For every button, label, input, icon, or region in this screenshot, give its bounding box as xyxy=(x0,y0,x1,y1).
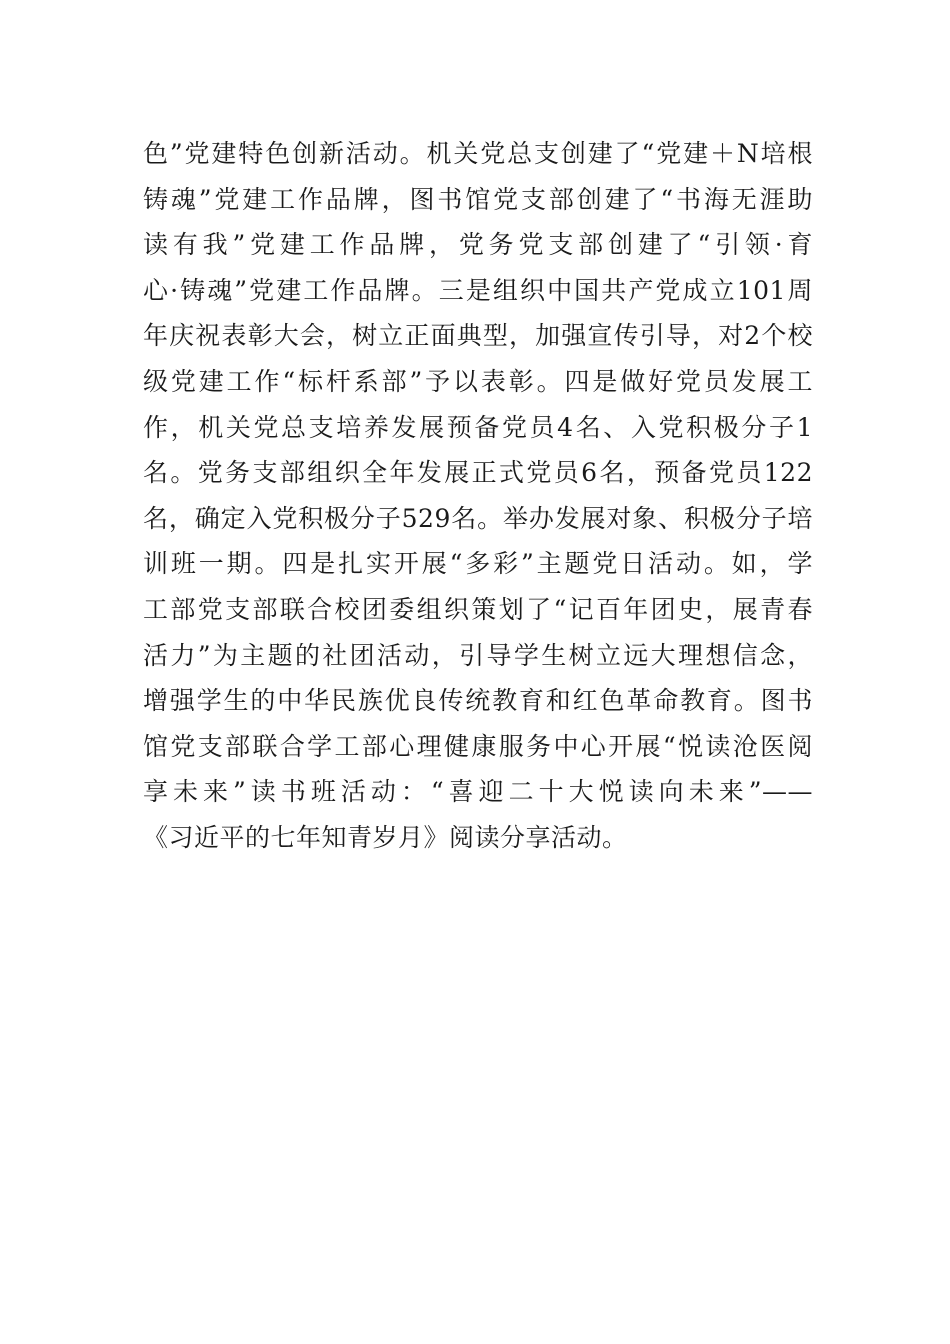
text-line: 馆党支部联合学工部心理健康服务中心开展“悦读沧医阅 xyxy=(143,731,813,761)
text-line: 色”党建特色创新活动。机关党总支创建了“党建＋N培根 xyxy=(143,139,813,168)
text-line: 训班一期。四是扎实开展“多彩”主题党日活动。如，学 xyxy=(143,549,813,579)
text-line: 读有我”党建工作品牌，党务党支部创建了“引领·育 xyxy=(143,230,813,260)
text-line: 年庆祝表彰大会，树立正面典型，加强宣传引导，对2个校 xyxy=(143,321,813,351)
text-line: 享未来”读书班活动：“喜迎二十大悦读向未来”—— xyxy=(143,777,813,807)
text-line: 工部党支部联合校团委组织策划了“记百年团史，展青春 xyxy=(143,594,813,624)
body-text xyxy=(143,131,813,861)
text-line: 级党建工作“标杆系部”予以表彰。四是做好党员发展工 xyxy=(143,366,813,396)
text-line: 名，确定入党积极分子529名。举办发展对象、积极分子培 xyxy=(143,503,813,533)
text-line: 心·铸魂”党建工作品牌。三是组织中国共产党成立101周 xyxy=(143,275,813,305)
text-line: 名。党务支部组织全年发展正式党员6名，预备党员122 xyxy=(143,458,813,488)
text-line: 增强学生的中华民族优良传统教育和红色革命教育。图书 xyxy=(143,686,813,716)
text-line: 作，机关党总支培养发展预备党员4名、入党积极分子1 xyxy=(143,412,813,442)
text-line: 活力”为主题的社团活动，引导学生树立远大理想信念， xyxy=(143,640,813,670)
text-line: 《习近平的七年知青岁月》阅读分享活动。 xyxy=(143,822,628,852)
text-line: 铸魂”党建工作品牌，图书馆党支部创建了“书海无涯助 xyxy=(143,184,813,214)
